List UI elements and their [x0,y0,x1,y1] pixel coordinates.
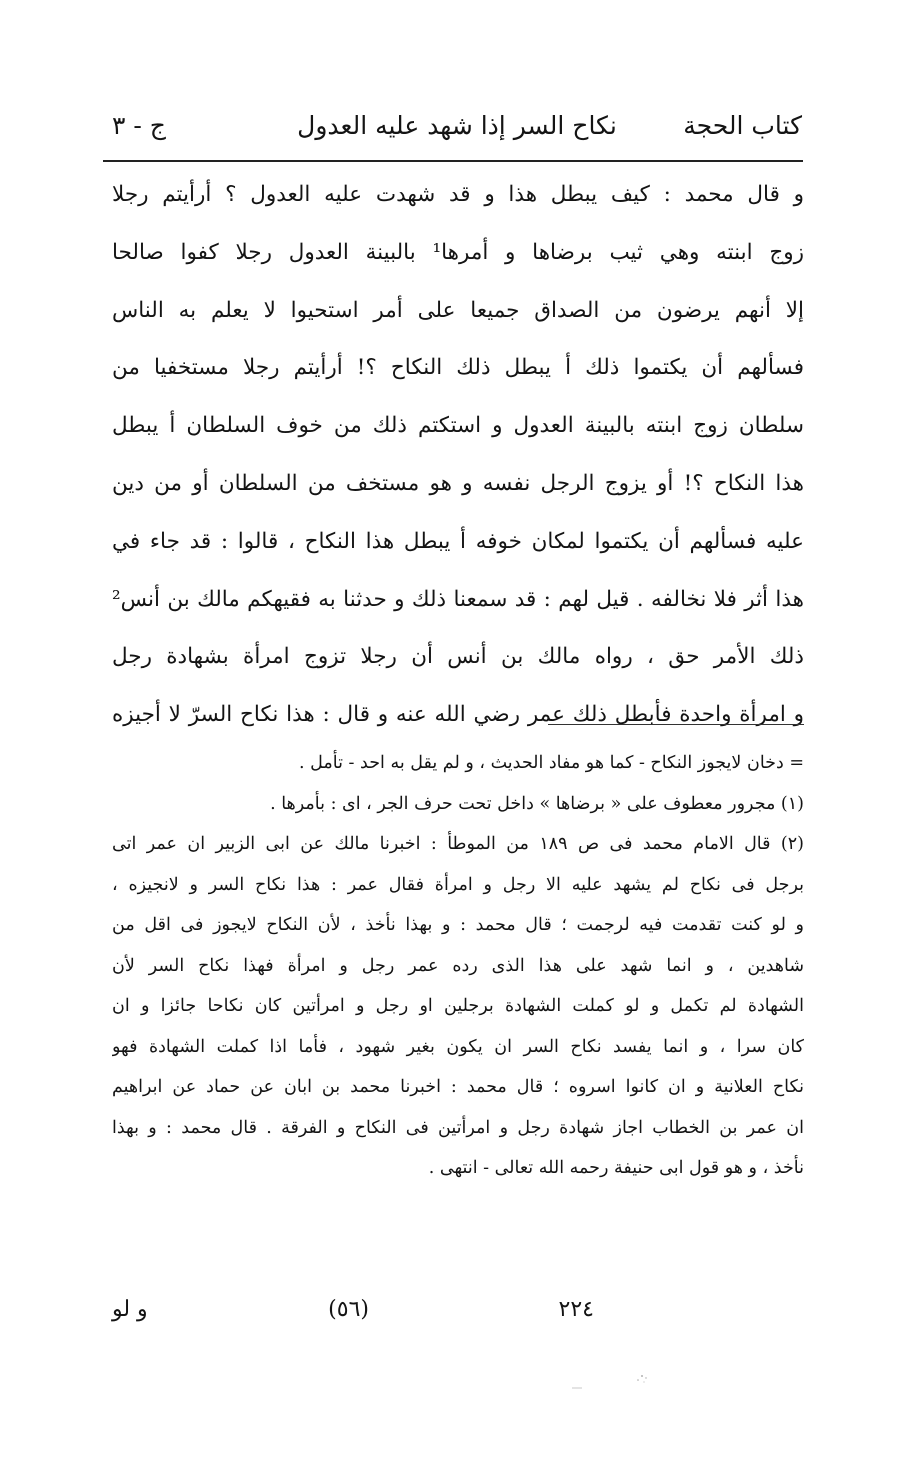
footnotes [112,743,804,1189]
body-line: سلطان زوج ابنته بالبينة العدول و استكتم ذلك من خوف السلطان أ يبطل [112,413,804,439]
footnote-2-line: كان سرا ، و انما يفسد نكاح السر ان يكون بغير شهود ، فأما اذا كملت الشهادة فهو [112,1036,804,1057]
footnote-2-line: و لو كنت تقدمت فيه لرجمت ؛ قال محمد : و بهذا نأخذ ، لأن النكاح لايجوز فى اقل من [112,915,804,935]
body-line: هذا النكاح ؟! أو يزوج الرجل نفسه و هو مستخف من السلطان أو من دين [112,470,804,496]
footnote-2-line: شاهدين ، و انما شهد على هذا الذى رده عمر رجل و امرأة فهذا نكاح السر لأن [112,955,804,976]
header-volume: ج - ٣ [112,111,166,140]
page-footer [112,1290,804,1330]
header-rule [103,160,803,162]
body-line: ذلك الأمر حق ، رواه مالك بن أنس أن رجلا تزوج امرأة بشهادة رجل [112,644,804,670]
main-text [112,166,804,744]
footnote-2-line: نكاح العلانية و ان كانوا اسروه ؛ قال محمد : اخبرنا محمد بن ابان عن حماد عن ابراهيم [112,1077,804,1097]
header-book-title: كتاب الحجة [683,111,802,140]
body-line: عليه فسألهم أن يكتموا لمكان خوفه أ يبطل هذا النكاح ، قالوا : قد جاء في [112,528,804,554]
body-line: و امرأة واحدة فأبطل ذلك عمر رضي الله عنه و قال : هذا نكاح السرّ لا أجيزه [112,702,804,728]
footnote-1: (١) مجرور معطوف على « برضاها » داخل تحت حرف الجر ، اى : بأمرها . [270,793,804,814]
signature-mark: (٥٦) [328,1297,369,1322]
scan-specks [570,1372,670,1392]
catchword: و لو [112,1297,148,1322]
body-line: إلا أنهم يرضون من الصداق جميعا على أمر استحيوا لا يعلم به الناس [112,297,804,323]
footnote-2-line: برجل فى نكاح لم يشهد عليه الا رجل و امرأة فقال عمر : هذا نكاح السر و لانجيزه ، [112,874,804,895]
footnote-2-line: (٢) قال الامام محمد فى ص ١٨٩ من الموطأ : اخبرنا مالك عن ابى الزبير ان عمر اتى [112,834,804,854]
body-line: فسألهم أن يكتموا ذلك أ يبطل ذلك النكاح ؟! أرأيتم رجلا مستخفيا من [112,355,804,381]
footnote-2-line: ان عمر بن الخطاب اجاز شهادة رجل و امرأتين فى النكاح و الفرقة . قال محمد : و بهذا [112,1117,804,1138]
footnote-rule [548,724,804,725]
footnote-2-line: الشهادة لم تكمل و لو كملت الشهادة برجلين او رجل و امرأتين كان نكاحا جائزا و ان [112,996,804,1016]
body-line: و قال محمد : كيف يبطل هذا و قد شهدت عليه العدول ؟ أرأيتم رجلا [112,182,804,207]
page-number: ٢٢٤ [558,1297,594,1322]
running-header [112,106,802,146]
body-line: زوج ابنته وهي ثيب برضاها و أمرها¹ بالبينة العدول رجلا كفوا صالحا [112,239,804,265]
footnote-2-line: نأخذ ، و هو قول ابى حنيفة رحمه الله تعالى - انتهى . [428,1158,804,1178]
body-line: هذا أثر فلا نخالفه . قيل لهم : قد سمعنا ذلك و حدثنا به فقيهكم مالك بن أنس² [112,586,804,612]
footnote-continuation: = دخان لايجوز النكاح - كما هو مفاد الحديث ، و لم يقل به احد - تأمل . [299,753,804,773]
header-chapter-title: نكاح السر إذا شهد عليه العدول [297,111,617,140]
